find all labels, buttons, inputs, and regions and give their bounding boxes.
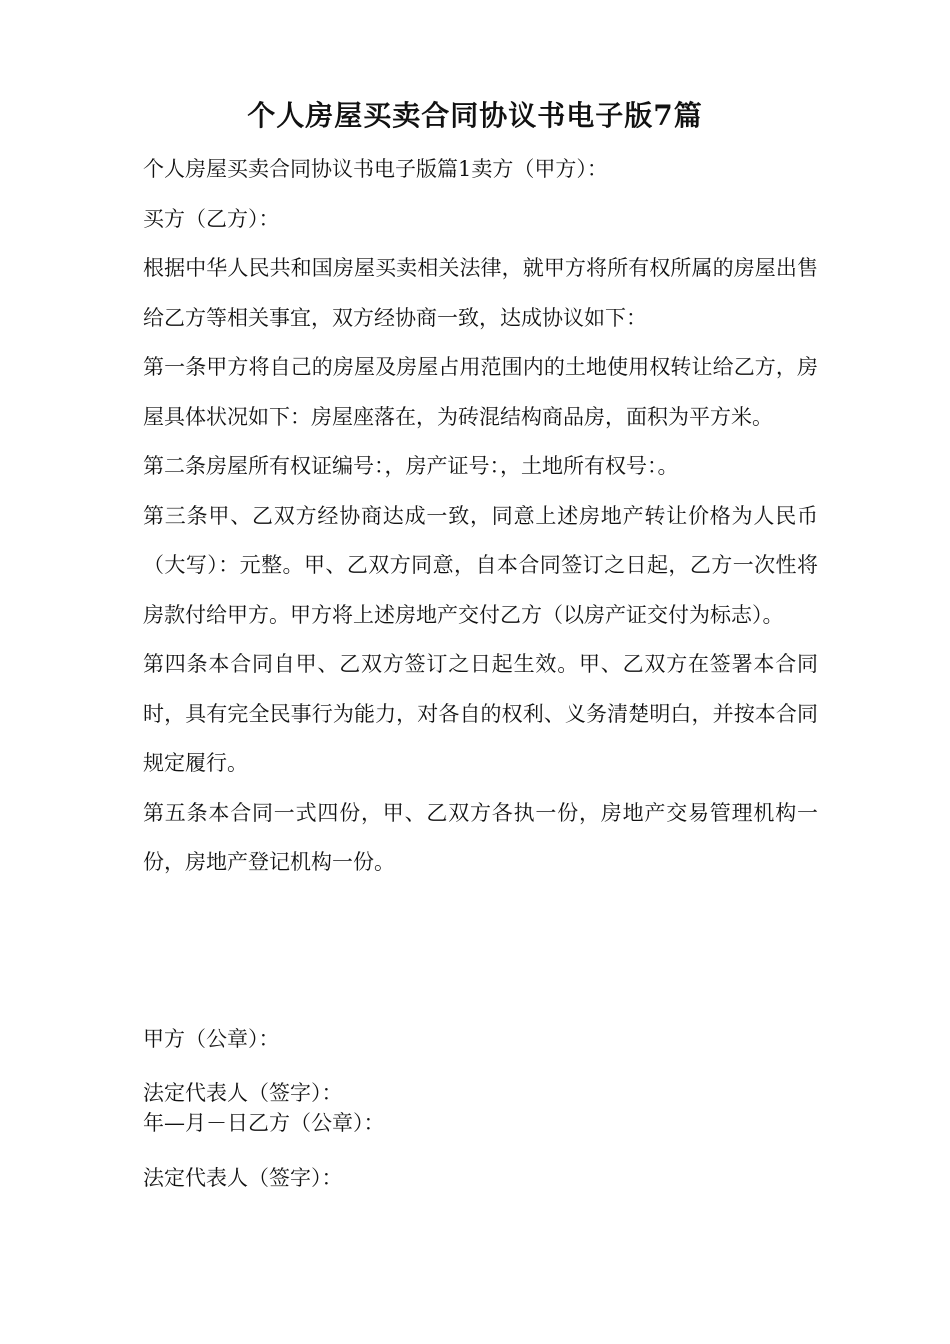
party-a-seal-label: 甲方（公章）： xyxy=(143,1027,280,1051)
signature-party-a-seal xyxy=(143,1024,818,1054)
legal-rep-signature-label: 法定代表人（签字）： xyxy=(143,1081,343,1105)
paragraph-article-1: 第一条甲方将自己的房屋及房屋占用范围内的土地使用权转让给乙方，房屋具体状况如下：房屋座落在，为砖混结构商品房，面积为平方米。 xyxy=(143,355,818,429)
signature-block-2 xyxy=(143,1163,818,1193)
paragraph-article-5: 第五条本合同一式四份，甲、乙双方各执一份，房地产交易管理机构一份，房地产登记机构一份。 xyxy=(143,800,818,874)
paragraph-heading-seller: 个人房屋买卖合同协议书电子版篇1卖方（甲方）： xyxy=(143,157,608,181)
paragraph-article-2: 第二条房屋所有权证编号：，房产证号：，土地所有权号：。 xyxy=(143,454,679,478)
document-body xyxy=(143,145,818,888)
document-title: 个人房屋买卖合同协议书电子版7篇 xyxy=(247,99,703,132)
paragraph-buyer: 买方（乙方）： xyxy=(143,206,280,231)
date-and-party-b-seal-label: 年—月－日乙方（公章）： xyxy=(143,1111,385,1135)
paragraph-preamble: 根据中华人民共和国房屋买卖相关法律，就甲方将所有权所属的房屋出售给乙方等相关事宜，双方经协商一致，达成协议如下： xyxy=(143,256,818,330)
legal-rep-signature-label-2: 法定代表人（签字）： xyxy=(143,1166,343,1190)
paragraph-article-4: 第四条本合同自甲、乙双方签订之日起生效。甲、乙双方在签署本合同时，具有完全民事行为能力，对各自的权利、义务清楚明白，并按本合同规定履行。 xyxy=(143,652,818,775)
paragraph-article-3: 第三条甲、乙双方经协商达成一致，同意上述房地产转让价格为人民币（大写）：元整。甲、乙双方同意，自本合同签订之日起，乙方一次性将房款付给甲方。甲方将上述房地产交付乙方（以房产证交付为标志）。 xyxy=(143,503,818,627)
signature-block-1 xyxy=(143,1078,818,1138)
